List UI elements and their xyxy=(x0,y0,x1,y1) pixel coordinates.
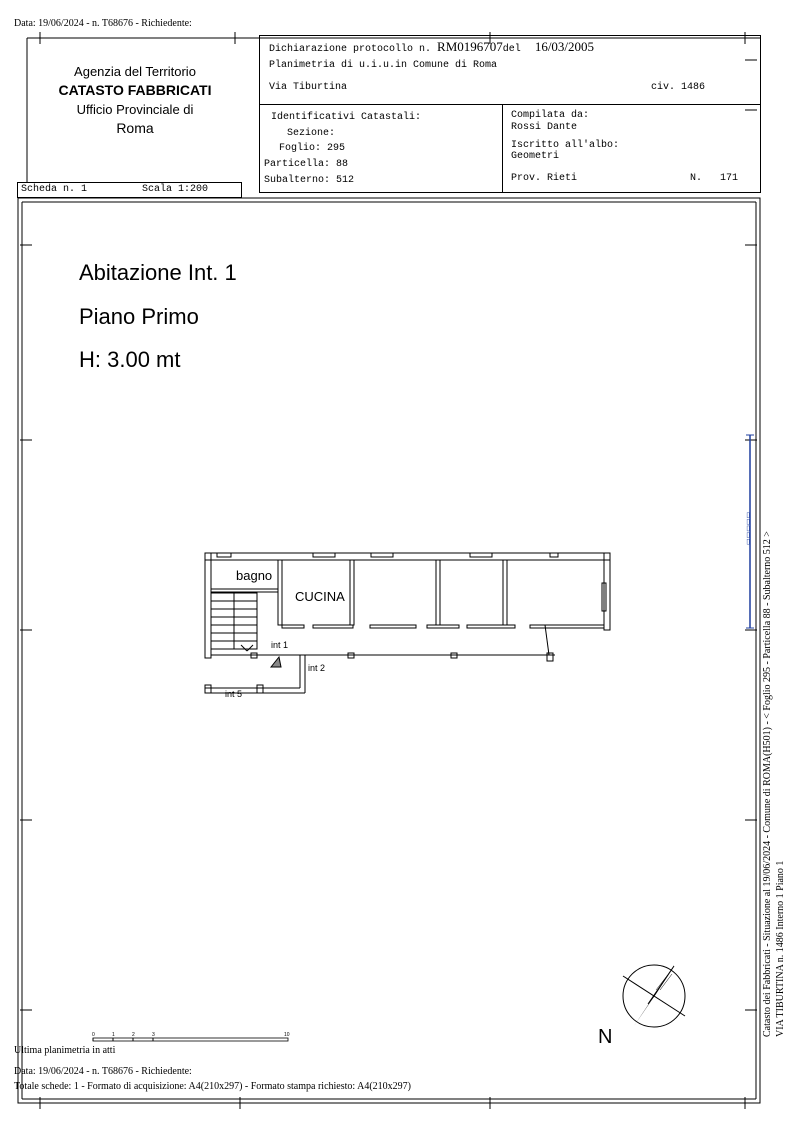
scale-tick-0: 0 xyxy=(92,1032,95,1038)
declaration-line xyxy=(269,39,594,55)
identifier-sezione: Sezione: xyxy=(287,128,336,139)
scheda-number: Scheda n. 1 xyxy=(21,184,88,195)
identifier-subalterno: Subalterno: 512 xyxy=(264,175,355,186)
room-bagno: bagno xyxy=(236,568,273,583)
address-text: Via Tiburtina xyxy=(269,82,348,93)
scale-tick-3: 3 xyxy=(152,1032,155,1038)
last-planimetry-note: Ultima planimetria in atti xyxy=(14,1045,116,1056)
identifier-particella: Particella: 88 xyxy=(264,159,349,170)
plan-title: Abitazione Int. 1 xyxy=(79,260,237,285)
agency-name: Agenzia del Territorio xyxy=(74,64,196,79)
albo-label: Iscritto all'albo: xyxy=(511,140,620,151)
label-int1: int 1 xyxy=(271,640,289,650)
declaration-label: Dichiarazione protocollo n. xyxy=(269,44,432,55)
agency-office: Ufficio Provinciale di xyxy=(76,102,194,117)
bottom-meta-date: Data: 19/06/2024 - n. T68676 - Richiedente: xyxy=(14,1066,192,1077)
scale-ratio: Scala 1:200 xyxy=(142,184,209,195)
compiler-label: Compilata da: xyxy=(511,110,590,121)
agency-catasto: CATASTO FABBRICATI xyxy=(58,82,212,98)
plan-floor: Piano Primo xyxy=(79,304,199,329)
side-text-address: VIA TIBURTINA n. 1486 Interno 1 Piano 1 xyxy=(775,860,786,1037)
compass-icon xyxy=(618,960,690,1032)
agency-city: Roma xyxy=(116,120,154,136)
declaration-del: del xyxy=(502,44,521,55)
scale-bar xyxy=(90,1031,300,1045)
province: Prov. Rieti xyxy=(511,173,578,184)
civic-number: civ. 1486 xyxy=(651,82,706,93)
side-text-catasto: Catasto dei Fabbricati - Situazione al 19/06/2024 - Comune di ROMA(H501) - < Foglio 295 - Particella 88 - Subalterno 512 > xyxy=(762,531,773,1037)
registration-n: 171 xyxy=(720,173,739,184)
scale-tick-2: 2 xyxy=(132,1032,135,1038)
scale-tick-1: 1 xyxy=(112,1032,115,1038)
scale-tick-10: 10 xyxy=(284,1032,290,1038)
label-int5: int 5 xyxy=(225,689,243,699)
albo-value: Geometri xyxy=(511,151,560,162)
room-cucina: CUCINA xyxy=(295,589,345,604)
top-meta: Data: 19/06/2024 - n. T68676 - Richiedente: xyxy=(14,18,192,29)
identifier-foglio: Foglio: 295 xyxy=(279,143,346,154)
identifiers-title: Identificativi Catastali: xyxy=(271,112,422,123)
compiler-name: Rossi Dante xyxy=(511,122,578,133)
declaration-protocol: RM0196707 xyxy=(437,39,503,54)
declaration-date: 16/03/2005 xyxy=(534,39,595,54)
registration-n-label: N. xyxy=(690,173,703,184)
dimension-label-icon: ▭▭▭▭▭ xyxy=(745,511,752,545)
bottom-meta-format: Totale schede: 1 - Formato di acquisizione: A4(210x297) - Formato stampa richiesto: A4(210x297) xyxy=(14,1081,411,1092)
north-label: N xyxy=(598,1026,613,1048)
plan-height: H: 3.00 mt xyxy=(79,347,181,372)
planimetry-text: Planimetria di u.i.u.in Comune di Roma xyxy=(269,60,498,71)
label-int2: int 2 xyxy=(308,663,326,673)
